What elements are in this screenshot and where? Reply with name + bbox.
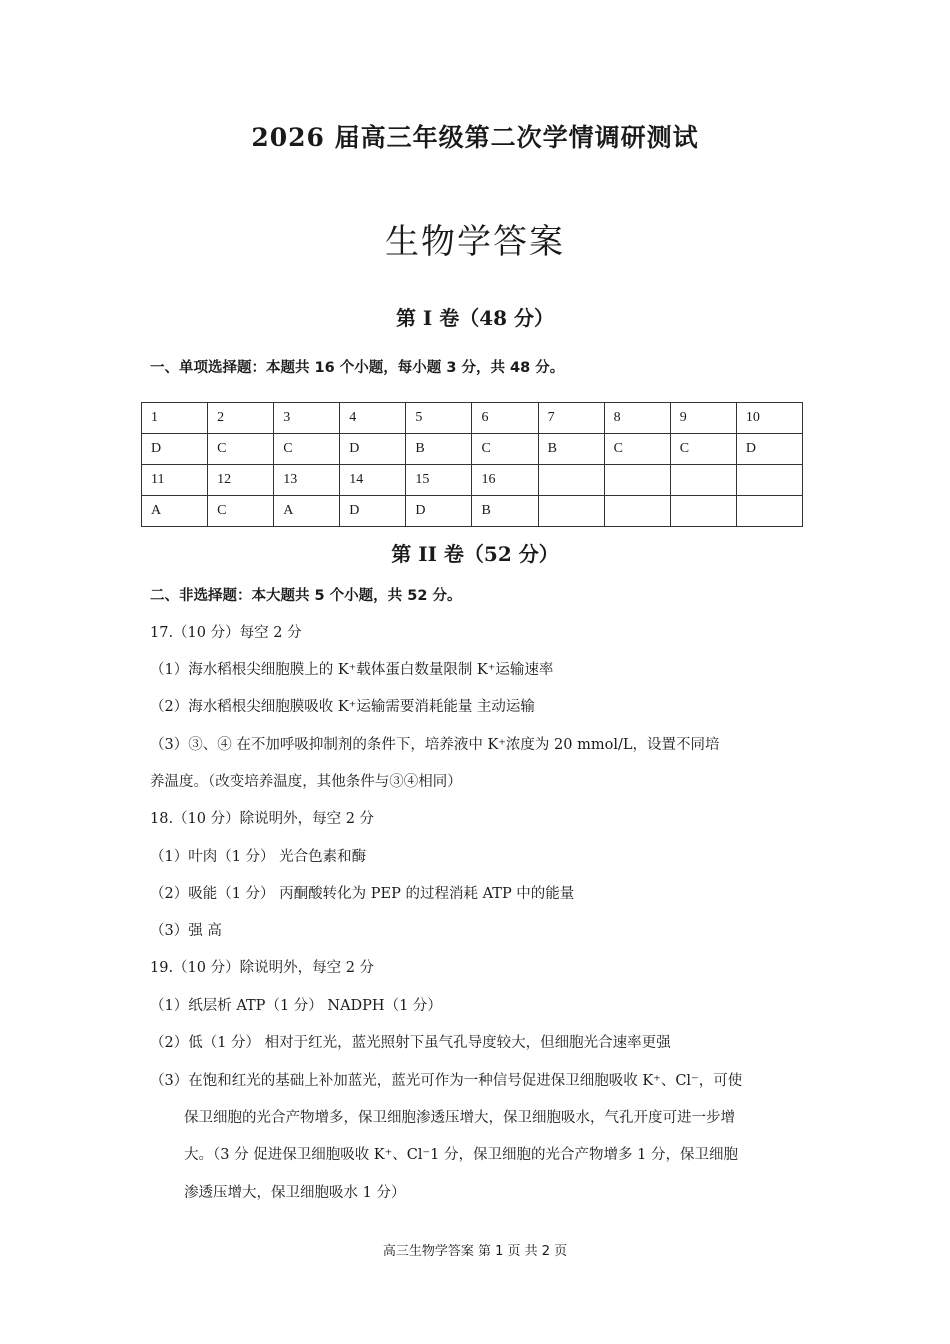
table-cell: 13 bbox=[274, 465, 340, 496]
q19-answer-3-cont1: 保卫细胞的光合产物增多，保卫细胞渗透压增大，保卫细胞吸水，气孔开度可进一步增 bbox=[184, 1110, 735, 1126]
table-cell: C bbox=[472, 434, 538, 465]
table-row bbox=[142, 434, 803, 465]
q19-answer-2: （2）低（1 分） 相对于红光，蓝光照射下虽气孔导度较大，但细胞光合速率更强 bbox=[150, 1035, 671, 1051]
q17-answer-3-cont: 养温度。（改变培养温度，其他条件与③④相同） bbox=[150, 774, 462, 790]
table-cell: C bbox=[208, 434, 274, 465]
table-cell: 8 bbox=[604, 403, 670, 434]
table-cell: 15 bbox=[406, 465, 472, 496]
exam-title: 2026 届高三年级第二次学情调研测试 bbox=[251, 123, 699, 152]
subject-title: 生物学答案 bbox=[385, 222, 565, 262]
table-cell: 11 bbox=[142, 465, 208, 496]
table-cell: D bbox=[340, 434, 406, 465]
table-cell: 10 bbox=[736, 403, 802, 434]
q17-answer-2: （2）海水稻根尖细胞膜吸收 K⁺运输需要消耗能量 主动运输 bbox=[150, 699, 535, 715]
table-cell: 4 bbox=[340, 403, 406, 434]
table-cell: 6 bbox=[472, 403, 538, 434]
table-row bbox=[142, 496, 803, 527]
table-cell: C bbox=[670, 434, 736, 465]
table-cell bbox=[670, 465, 736, 496]
table-cell: 1 bbox=[142, 403, 208, 434]
q18-header: 18.（10 分）除说明外，每空 2 分 bbox=[150, 811, 375, 827]
answer-table bbox=[141, 402, 803, 527]
table-cell: 12 bbox=[208, 465, 274, 496]
q18-answer-1: （1）叶肉（1 分） 光合色素和酶 bbox=[150, 849, 367, 865]
table-cell: B bbox=[472, 496, 538, 527]
table-row bbox=[142, 465, 803, 496]
q19-answer-3-cont3: 渗透压增大，保卫细胞吸水 1 分） bbox=[184, 1185, 406, 1201]
part2-heading: 第 II 卷（52 分） bbox=[391, 542, 559, 566]
table-cell bbox=[538, 496, 604, 527]
table-cell: D bbox=[736, 434, 802, 465]
part1-instruction: 一、单项选择题：本题共 16 个小题，每小题 3 分，共 48 分。 bbox=[150, 360, 565, 376]
table-cell: 14 bbox=[340, 465, 406, 496]
table-cell bbox=[604, 496, 670, 527]
table-cell: D bbox=[406, 496, 472, 527]
table-cell: C bbox=[274, 434, 340, 465]
q17-answer-3: （3）③、④ 在不加呼吸抑制剂的条件下，培养液中 K⁺浓度为 20 mmol/L，设置不同培 bbox=[150, 737, 720, 753]
q17-answer-1: （1）海水稻根尖细胞膜上的 K⁺载体蛋白数量限制 K⁺运输速率 bbox=[150, 662, 554, 678]
q18-answer-3: （3）强 高 bbox=[150, 923, 222, 939]
table-cell: 3 bbox=[274, 403, 340, 434]
table-cell bbox=[736, 465, 802, 496]
table-cell bbox=[736, 496, 802, 527]
table-cell: 7 bbox=[538, 403, 604, 434]
table-cell: D bbox=[142, 434, 208, 465]
table-cell: C bbox=[208, 496, 274, 527]
table-cell: B bbox=[538, 434, 604, 465]
table-cell: 2 bbox=[208, 403, 274, 434]
table-cell: A bbox=[274, 496, 340, 527]
q19-header: 19.（10 分）除说明外，每空 2 分 bbox=[150, 960, 375, 976]
part2-instruction: 二、非选择题：本大题共 5 个小题，共 52 分。 bbox=[150, 588, 462, 604]
table-cell: 9 bbox=[670, 403, 736, 434]
table-row bbox=[142, 403, 803, 434]
q19-answer-1: （1）纸层析 ATP（1 分） NADPH（1 分） bbox=[150, 998, 442, 1014]
part1-heading: 第 I 卷（48 分） bbox=[395, 306, 555, 330]
q17-header: 17.（10 分）每空 2 分 bbox=[150, 625, 302, 641]
page-footer: 高三生物学答案 第 1 页 共 2 页 bbox=[382, 1244, 568, 1259]
table-cell bbox=[604, 465, 670, 496]
table-cell: A bbox=[142, 496, 208, 527]
table-cell bbox=[670, 496, 736, 527]
table-cell bbox=[538, 465, 604, 496]
table-cell: 5 bbox=[406, 403, 472, 434]
q19-answer-3-cont2: 大。（3 分 促进保卫细胞吸收 K⁺、Cl⁻1 分，保卫细胞的光合产物增多 1 分，保卫细胞 bbox=[184, 1147, 738, 1163]
table-cell: 16 bbox=[472, 465, 538, 496]
table-cell: C bbox=[604, 434, 670, 465]
table-cell: B bbox=[406, 434, 472, 465]
table-cell: D bbox=[340, 496, 406, 527]
q18-answer-2: （2）吸能（1 分） 丙酮酸转化为 PEP 的过程消耗 ATP 中的能量 bbox=[150, 886, 575, 902]
q19-answer-3: （3）在饱和红光的基础上补加蓝光，蓝光可作为一种信号促进保卫细胞吸收 K⁺、Cl⁻，可使 bbox=[150, 1073, 743, 1089]
